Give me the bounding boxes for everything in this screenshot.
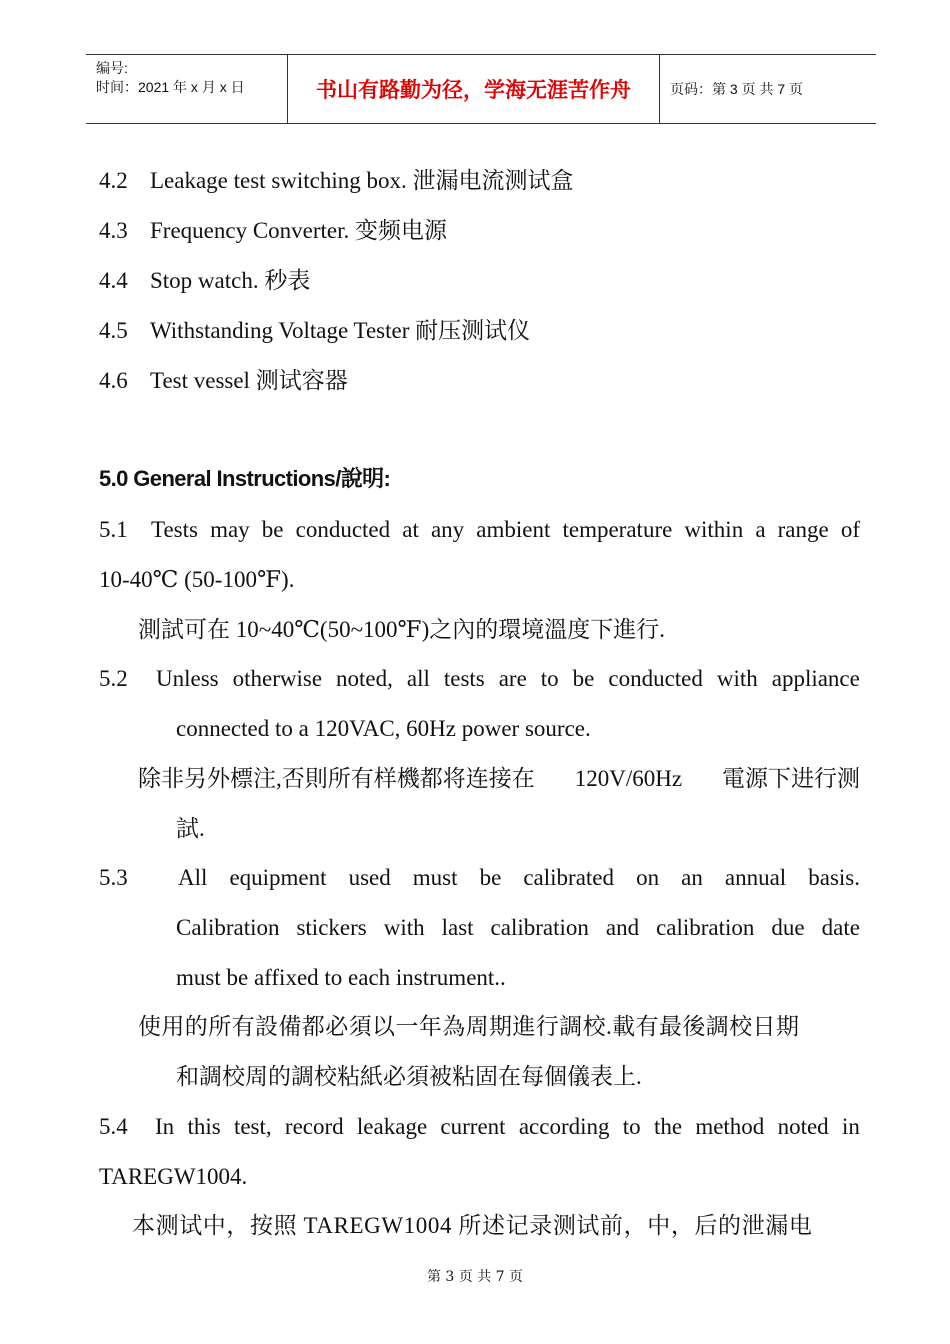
item-text: Leakage test switching box. 泄漏电流测试盒 (150, 168, 574, 193)
word: current (440, 1114, 506, 1139)
word: be (479, 865, 502, 890)
paragraph-5-4-chinese-line-1: 本测试中，按照 TAREGW1004 所述记录测试前，中，后的泄漏电 (132, 1213, 813, 1238)
word: be (572, 666, 595, 691)
justified-line (178, 863, 860, 893)
justified-line (138, 764, 860, 794)
word: according (518, 1114, 610, 1139)
word: to (622, 1114, 641, 1139)
item-number: 4.6 (99, 368, 128, 393)
word: Unless (156, 666, 219, 691)
word: a (755, 517, 766, 542)
word: All (178, 865, 208, 890)
page-label: 页码：第 3 页 共 7 页 (670, 81, 804, 97)
word: calibrated (523, 865, 615, 890)
word: with (383, 915, 425, 940)
list-item (99, 166, 574, 196)
word: annual (724, 865, 787, 890)
word: equipment (229, 865, 327, 890)
word: tests (443, 666, 485, 691)
word: calibration (490, 915, 589, 940)
word: any (430, 517, 465, 542)
word: In (155, 1114, 175, 1139)
word: 120V/60Hz (574, 766, 683, 791)
word: otherwise (232, 666, 323, 691)
paragraph-number: 5.2 (99, 666, 128, 691)
paragraph-number: 5.1 (99, 517, 128, 542)
justified-line (151, 515, 860, 545)
word: method (695, 1114, 765, 1139)
word: stickers (296, 915, 367, 940)
header-left-cell (86, 55, 287, 123)
time-label: 时间：2021 年 x 月 x 日 (96, 79, 245, 95)
word: 電源下进行测 (721, 766, 860, 791)
list-item (99, 366, 348, 396)
justified-line (156, 664, 860, 694)
word: noted, (336, 666, 393, 691)
item-text: Test vessel 测试容器 (150, 368, 348, 393)
word: test, (233, 1114, 272, 1139)
word: due (771, 915, 805, 940)
word: basis. (808, 865, 860, 890)
word: 除非另外標注,否則所有样機都将连接在 (138, 766, 535, 791)
paragraph-5-1-chinese: 測試可在 10~40℃(50~100℉)之內的環境溫度下進行. (138, 617, 666, 642)
word: leakage (356, 1114, 428, 1139)
word: Calibration (176, 915, 280, 940)
list-item (99, 216, 447, 246)
item-number: 4.3 (99, 218, 128, 243)
word: at (402, 517, 419, 542)
word: to (540, 666, 559, 691)
paragraph-5-4-line-2: TAREGW1004. (99, 1164, 248, 1189)
code-label: 编号: (96, 60, 128, 76)
paragraph-5-3-line-3: must be affixed to each instrument.. (176, 965, 506, 990)
paragraph-5-3-chinese-line-2: 和調校周的調校粘紙必須被粘固在每個儀表上. (176, 1064, 642, 1089)
list-item (99, 266, 310, 296)
word: must (412, 865, 458, 890)
word: be (261, 517, 284, 542)
word: noted (777, 1114, 829, 1139)
word: range (777, 517, 829, 542)
word: on (636, 865, 660, 890)
paragraph-number: 5.3 (99, 865, 128, 890)
word: in (841, 1114, 860, 1139)
paragraph-5-1-line-1 (99, 515, 860, 545)
paragraph-5-2-line-2: connected to a 120VAC, 60Hz power source. (176, 716, 591, 741)
item-number: 4.4 (99, 268, 128, 293)
justified-line (176, 913, 860, 943)
word: with (716, 666, 758, 691)
word: date (821, 915, 860, 940)
paragraph-number: 5.4 (99, 1114, 128, 1139)
word: used (348, 865, 391, 890)
word: conducted (608, 666, 703, 691)
paragraph-5-1-line-2: 10-40℃ (50-100℉). (99, 567, 295, 592)
word: an (681, 865, 703, 890)
page-header (86, 54, 876, 124)
word: ambient (476, 517, 551, 542)
word: this (187, 1114, 221, 1139)
page-footer: 第 3 页 共 7 页 (426, 1269, 524, 1285)
word: the (653, 1114, 683, 1139)
word: calibration (656, 915, 755, 940)
item-number: 4.5 (99, 318, 128, 343)
word: conducted (295, 517, 391, 542)
list-item (99, 316, 530, 346)
item-text: Frequency Converter. 变频电源 (150, 218, 448, 243)
word: temperature (562, 517, 673, 542)
paragraph-5-2-chinese-line-2: 試. (176, 816, 205, 841)
word: all (406, 666, 430, 691)
item-number: 4.2 (99, 168, 128, 193)
word: of (840, 517, 860, 542)
word: and (605, 915, 640, 940)
word: within (684, 517, 744, 542)
section-heading: 5.0 General Instructions/說明: (99, 466, 391, 491)
word: are (498, 666, 527, 691)
motto: 书山有路勤为径，学海无涯苦作舟 (287, 55, 660, 123)
word: last (441, 915, 474, 940)
word: record (284, 1114, 344, 1139)
item-text: Withstanding Voltage Tester 耐压测试仪 (150, 318, 531, 343)
item-text: Stop watch. 秒表 (150, 268, 311, 293)
paragraph-5-3-chinese-line-1: 使用的所有設備都必須以一年為周期進行調校.載有最後調校日期 (138, 1014, 800, 1039)
word: may (210, 517, 250, 542)
word: appliance (771, 666, 860, 691)
justified-line (155, 1112, 860, 1142)
word: Tests (151, 517, 198, 542)
